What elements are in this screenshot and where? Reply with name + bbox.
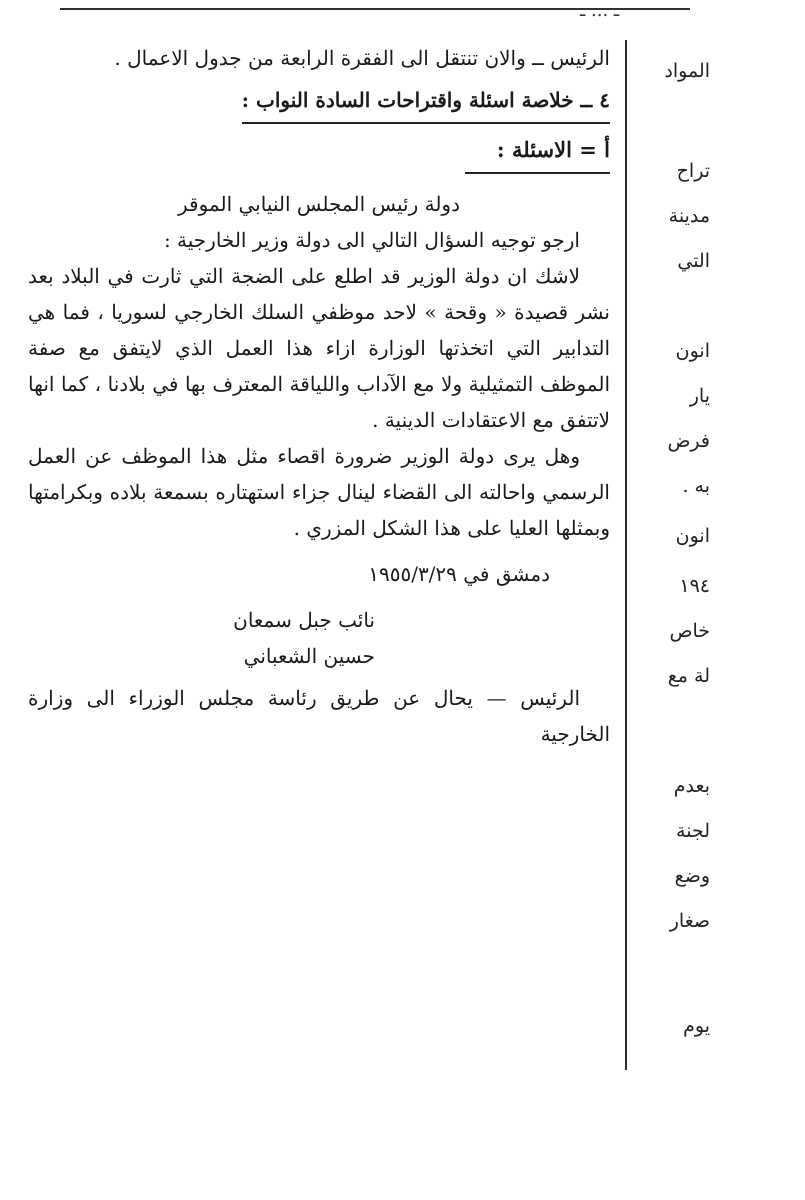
side-fragment: وضع <box>674 865 710 887</box>
side-fragment: ١٩٤ <box>679 575 710 597</box>
side-fragment: المواد <box>664 60 710 82</box>
side-fragment: انون <box>675 340 710 362</box>
paragraph-question-1: لاشك ان دولة الوزير قد اطلع على الضجة التي ثارت في البلاد بعد نشر قصيدة « وقحة » لاحد موظفي السلك الخارجي لسوريا ، فما هي التدابير التي اتخذتها الوزارة ازاء هذا العمل الذي لايتفق مع صفة الموظف التمثيلية ولا مع الآداب واللياقة المعترف بها في بلادنا ، كما انها لاتتفق مع الاعتقادات الدينية . <box>28 264 610 432</box>
side-fragment: لجنة <box>676 820 710 842</box>
side-fragment: يار <box>689 385 710 407</box>
main-column <box>28 40 610 752</box>
side-fragment: لة مع <box>667 665 710 687</box>
paragraph-question-2: وهل يرى دولة الوزير ضرورة اقصاء مثل هذا الموظف عن العمل الرسمي واحالته الى القضاء لينال جزاء استهتاره بسمعة بلاده وبكرامتها وبمثلها العليا على هذا الشكل المزري . <box>28 444 610 540</box>
side-fragment: صغار <box>669 910 710 932</box>
date-line: دمشق في ١٩٥٥/٣/٢٩ <box>368 562 550 586</box>
column-divider <box>625 40 627 1070</box>
side-fragment: فرض <box>667 430 710 452</box>
side-fragment: يوم <box>683 1015 710 1037</box>
side-fragment: به . <box>682 475 710 497</box>
paragraph-agenda: الرئيس ــ والان تنتقل الى الفقرة الرابعة من جدول الاعمال . <box>114 46 610 70</box>
side-fragment: خاص <box>669 620 710 642</box>
paragraph-referral: الرئيس — يحال عن طريق رئاسة مجلس الوزراء الى وزارة الخارجية <box>28 686 610 746</box>
top-fragment: ـ ... ـ <box>580 0 620 21</box>
signature-title: نائب جبل سمعان <box>233 608 375 632</box>
side-fragment: بعدم <box>673 775 710 797</box>
questions-subheading: أ = الاسئلة : <box>465 132 610 174</box>
addressee: دولة رئيس المجلس النيابي الموقر <box>177 192 460 216</box>
paragraph-request: ارجو توجيه السؤال التالي الى دولة وزير الخارجية : <box>163 228 580 252</box>
side-fragment: مدينة <box>668 205 710 227</box>
side-fragment: انون <box>675 525 710 547</box>
signature-name: حسين الشعباني <box>243 644 375 668</box>
section-heading: ٤ ــ خلاصة اسئلة واقتراحات السادة النواب : <box>242 82 610 124</box>
side-fragment: تراح <box>676 160 710 182</box>
side-fragment: التي <box>677 250 710 272</box>
